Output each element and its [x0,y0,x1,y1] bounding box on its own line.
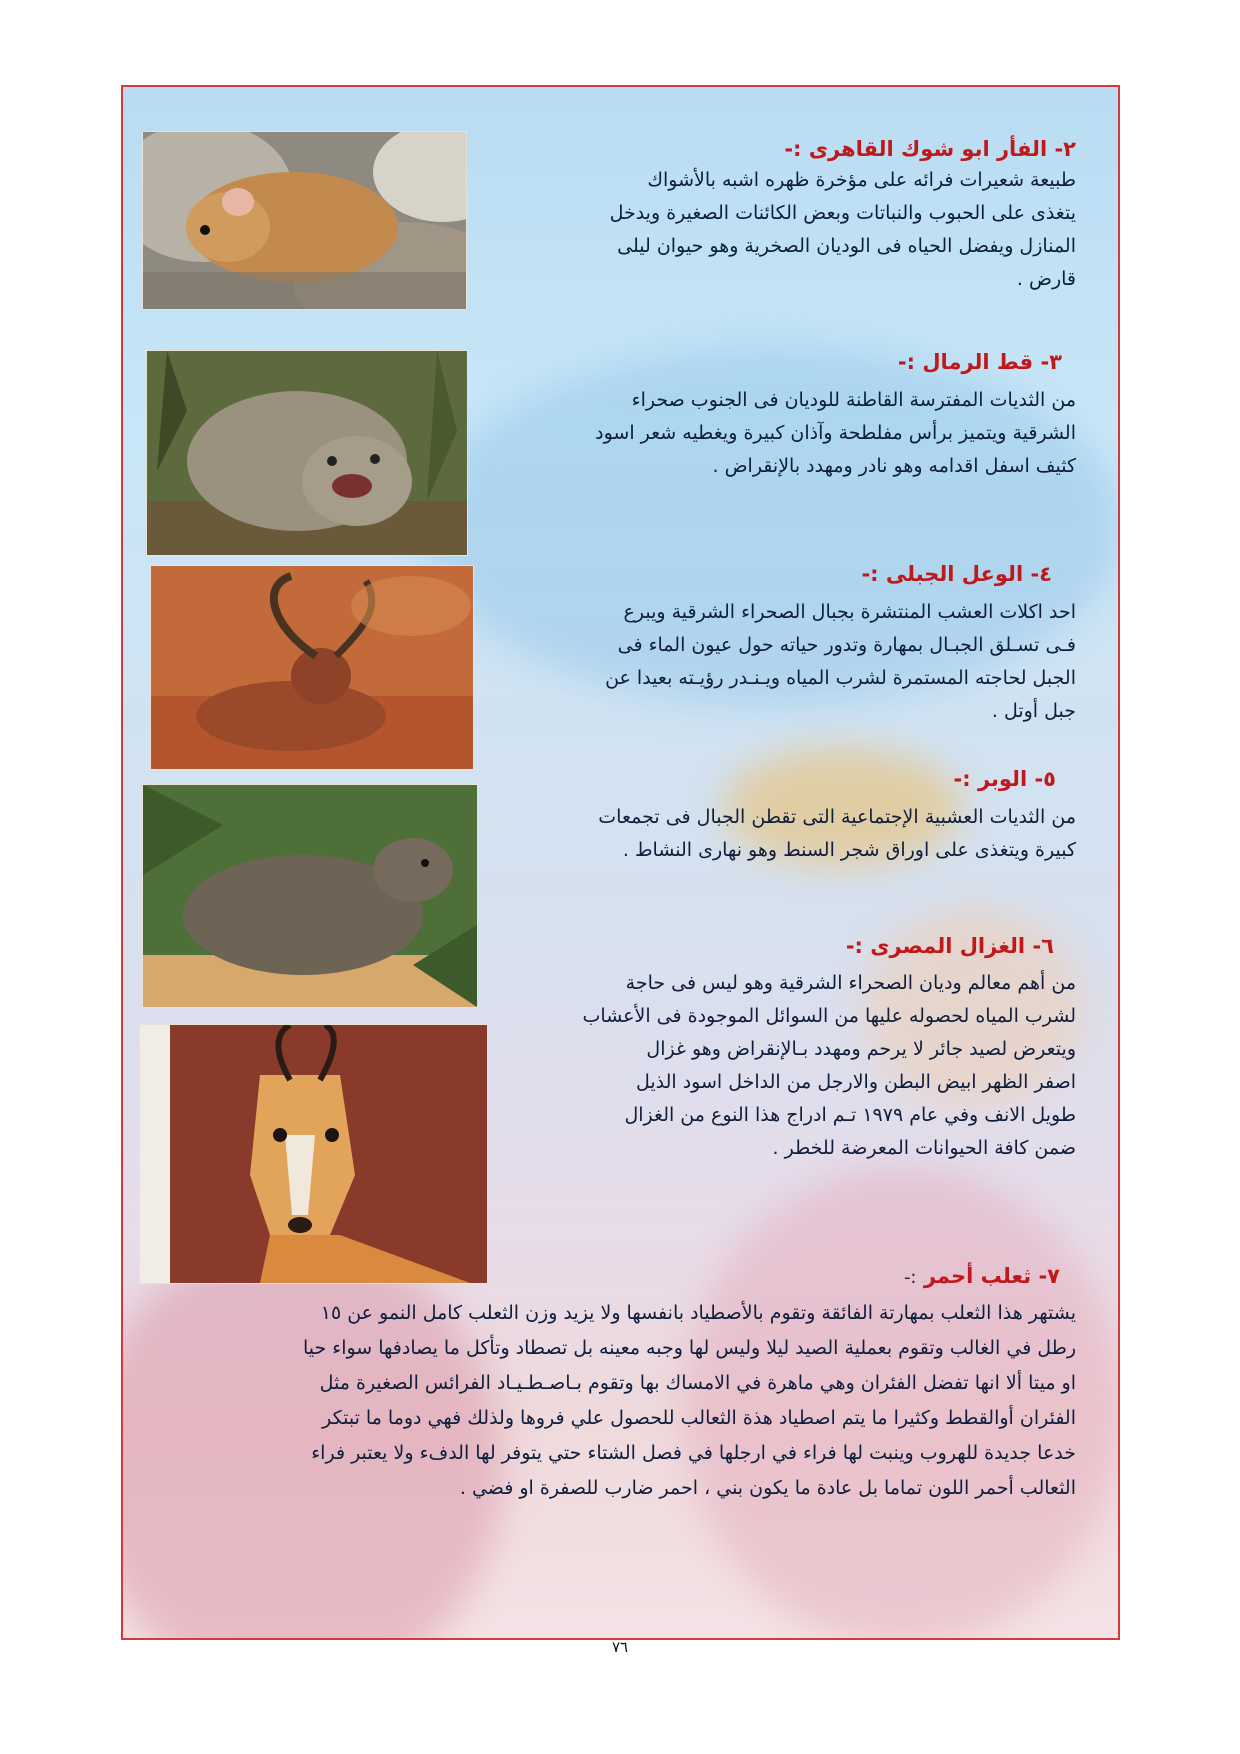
text-line: الثعالب أحمر اللون تماما بل عادة ما يكون بني ، احمر ضارب للصفرة او فضي . [459,1477,1076,1499]
text-line: لشرب المياه لحصوله عليها من السوائل الموجودة فى الأعشاب [582,1005,1076,1027]
text-line: احد اكلات العشب المنتشرة بجبال الصحراء الشرقية ويبرع [623,601,1076,623]
section-4-text [486,596,1076,728]
section-2-text [478,164,1076,296]
text-line: قارض . [1016,268,1076,290]
text-line: من الثديات العشبية الإجتماعية التى تقطن الجبال فى تجمعات [598,806,1076,828]
text-line: خدعا جديدة للهروب وينبت لها فراء في ارجلها في فصل الشتاء حتي يتوفر لها الدفء ولا يعتبر فراء [311,1442,1076,1464]
section-7-title: ٧- ثعلب أحمر [923,1264,1060,1288]
sand-cat-photo [146,350,468,556]
section-4-heading: ٤- الوعل الجبلى :- [861,562,1052,586]
text-line: كثيف اسفل اقدامه وهو نادر ومهدد بالإنقراض . [712,455,1076,477]
section-3-heading: ٣- قط الرمال :- [897,350,1062,374]
text-line: يتغذى على الحبوب والنباتات وبعض الكائنات الصغيرة ويدخل [609,202,1076,224]
text-line: ويتعرض لصيد جائر لا يرحم ومهدد بـالإنقراض وهو غزال [646,1038,1076,1060]
spiny-mouse-photo [142,131,467,310]
gazelle-photo [139,1024,488,1284]
text-line: الفئران أوالقطط وكثيرا ما يتم اصطياد هذة الثعالب للحصول علي فروها ولذلك فهي دوما ما تبتكر [322,1407,1076,1429]
text-line: يشتهر هذا الثعلب بمهارتة الفائقة وتقوم بالأصطياد بانفسها ولا يزيد وزن الثعلب كامل النمو عن ١٥ [320,1302,1076,1324]
section-5-text [492,801,1076,867]
section-6-text [500,967,1076,1165]
section-2-heading: ٢- الفأر ابو شوك القاهرى :- [784,137,1076,161]
text-line: اصفر الظهر ابيض البطن والارجل من الداخل اسود الذيل [635,1071,1076,1093]
section-5-heading: ٥- الوبر :- [953,767,1056,791]
text-line: الشرقية ويتميز برأس مفلطحة وآذان كبيرة ويغطيه شعر اسود [595,422,1076,444]
text-line: طويل الانف وفي عام ١٩٧٩ تـم ادراج هذا النوع من الغزال [624,1104,1076,1126]
text-line: كبيرة ويتغذى على اوراق شجر السنط وهو نهارى النشاط . [622,839,1076,861]
section-3-text [478,384,1076,483]
hyrax-photo [142,784,478,1008]
text-line: فـى تسـلق الجبـال بمهارة وتدور حياته حول عيون الماء فى [617,634,1076,656]
text-line: رطل في الغالب وتقوم بعملية الصيد ليلا وليس لها وجبه معينه بل تصطاد وتأكل ما يصادفها سواء حيا [302,1337,1076,1359]
text-line: من أهم معالم وديان الصحراء الشرقية وهو ليس فى حاجة [625,972,1076,994]
section-7-title-suffix: :- [903,1267,917,1288]
text-line: المنازل ويفضل الحياه فى الوديان الصخرية وهو حيوان ليلى [617,235,1076,257]
page-number: ٧٦ [611,1638,629,1656]
section-6-heading: ٦- الغزال المصرى :- [845,934,1054,958]
text-line: الجبل لحاجته المستمرة لشرب المياه ويـنـدر رؤيـته بعيدا عن [605,667,1076,689]
text-line: طبيعة شعيرات فرائه على مؤخرة ظهره اشبه بالأشواك [647,169,1076,191]
ibex-photo [150,565,474,770]
text-line: ضمن كافة الحيوانات المعرضة للخطر . [772,1137,1076,1159]
section-7-heading [640,1262,1060,1292]
section-7-text [141,1296,1076,1506]
text-line: من الثديات المفترسة القاطنة للوديان فى الجنوب صحراء [631,389,1076,411]
text-line: جبل أوتل . [991,700,1076,722]
text-line: او ميتا ألا انها تفضل الفئران وهي ماهرة في الامساك بها وتقوم بـاصـطـيـاد الفرائس الصغيرة مثل [319,1372,1076,1394]
